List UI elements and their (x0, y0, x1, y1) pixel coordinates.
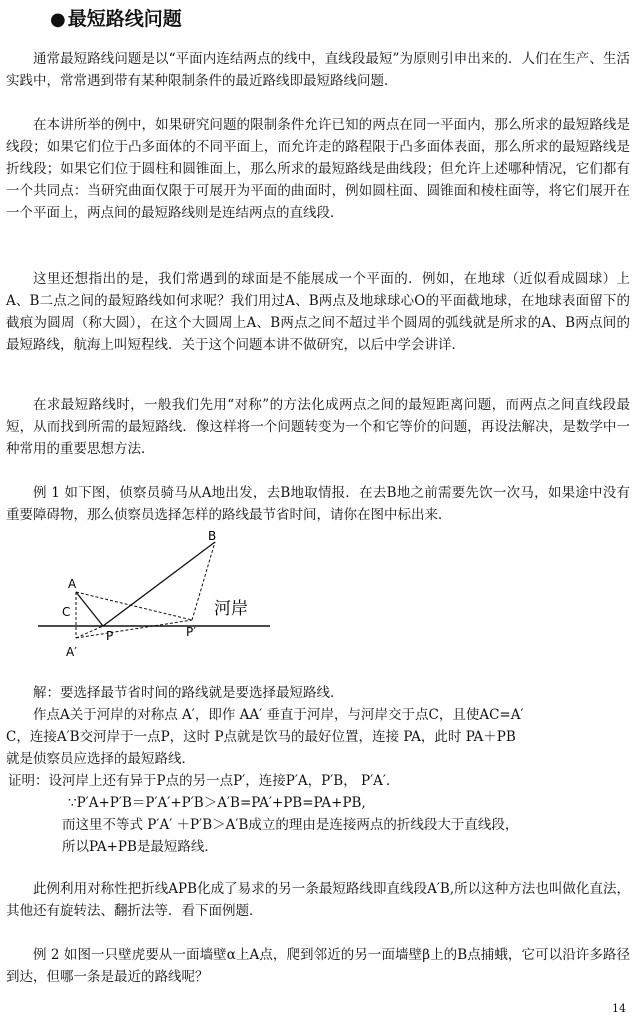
paragraph-cases: 在本讲所举的例中，如果研究问题的限制条件允许已知的两点在同一平面内，那么所求的最短路线是线段；如果它们位于凸多面体的不同平面上，而允许走的路程限于凸多面体表面，那么所求的最短路线是折线段；如果它们位于圆柱和圆锥面上，那么所求的最短路线是曲线段；但允许上述哪种情况，它们都有一个共同点：当研究曲面仅限于可展开为平面的曲面时，例如圆柱面、圆锥面和棱柱面等，将它们展开在一个平面上，两点间的最短路线则是连结两点的直线段． (6, 117, 630, 221)
proof-line-2: ∵P′A+P′B＝P′A′+P′B＞A′B=PA′+PB=PA+PB, (68, 795, 366, 811)
bullet-icon: ● (50, 9, 66, 30)
proof-line-1: 证明：设河岸上还有异于P点的另一点P′，连接P′A，P′B， P′A′． (8, 773, 400, 789)
segment-pa (76, 592, 103, 626)
segment-ap2 (76, 592, 192, 620)
segment-a2p (76, 626, 103, 638)
label-c: C (62, 605, 71, 619)
paragraph-intro: 通常最短路线问题是以“平面内连结两点的线中，直线段最短”为原则引申出来的．人们在生产、生活实践中，常常遇到带有某种限制条件的最近路线即最短路线问题． (6, 51, 630, 89)
paragraph-conclusion: 此例利用对称性把折线APB化成了易求的另一条最短路线即直线段A′B,所以这种方法也叫做化直法，其他还有旋转法、翻折法等．看下面例题． (6, 881, 630, 919)
solution-line-1: 解：要选择最节省时间的路线就是要选择最短路线． (33, 685, 344, 701)
paragraph-symmetry: 在求最短路线时，一般我们先用“对称”的方法化成两点之间的最短距离问题，而两点之间直线段最短，从而找到所需的最短路线．像这样将一个问题转变为一个和它等价的问题，再设法解决，是数学中一种常用的重要思想方法． (6, 397, 630, 457)
section-title (50, 6, 182, 33)
proof-line-4: 所以PA+PB是最短路线． (62, 839, 218, 855)
solution-line-4: 就是侦察员应选择的最短路线． (6, 751, 195, 767)
label-a-prime: A′ (66, 645, 77, 659)
label-a: A (68, 577, 77, 591)
label-p: P (106, 629, 114, 643)
section-title-text: 最短路线问题 (67, 8, 182, 30)
example-2-statement: 例 2 如图一只壁虎要从一面墙壁α上A点，爬到邻近的另一面墙壁β上的B点捕蛾，它可以沿许多路径到达，但哪一条是最近的路线呢？ (6, 947, 630, 985)
river-figure (20, 530, 280, 670)
solution-line-3: C，连接A′B交河岸于一点P，这时 P点就是饮马的最好位置，连接 PA，此时 PA＋PB (6, 729, 516, 745)
segment-a2p2 (76, 620, 192, 638)
label-b: B (208, 530, 217, 543)
proof-line-3: 而这里不等式 P′A′ ＋P′B＞A′B成立的理由是连接两点的折线段大于直线段， (62, 817, 519, 833)
solution-line-2: 作点A关于河岸的对称点 A′，即作 AA′ 垂直于河岸，与河岸交于点C，且使AC=A′ (33, 707, 524, 723)
page-number: 14 (612, 1002, 626, 1015)
label-p-prime: P′ (186, 625, 196, 639)
example-1-statement: 例 1 如下图，侦察员骑马从A地出发，去B地取情报．在去B地之前需要先饮一次马，如果途中没有重要障碍物，那么侦察员选择怎样的路线最节省时间，请你在图中标出来． (6, 485, 630, 523)
segment-p2b (192, 542, 215, 620)
segment-pb (103, 542, 215, 626)
paragraph-sphere: 这里还想指出的是，我们常遇到的球面是不能展成一个平面的．例如，在地球（近似看成圆球）上A、B二点之间的最短路线如何求呢？我们用过A、B两点及地球球心O的平面截地球，在地球表面留下的截痕为圆周（称大圆），在这个大圆周上A、B两点之间不超过半个圆周的弧线就是所求的A、B两点间的最短路线，航海上叫短程线．关于这个问题本讲不做研究，以后中学会讲详． (6, 271, 630, 353)
river-label: 河岸 (214, 599, 248, 619)
